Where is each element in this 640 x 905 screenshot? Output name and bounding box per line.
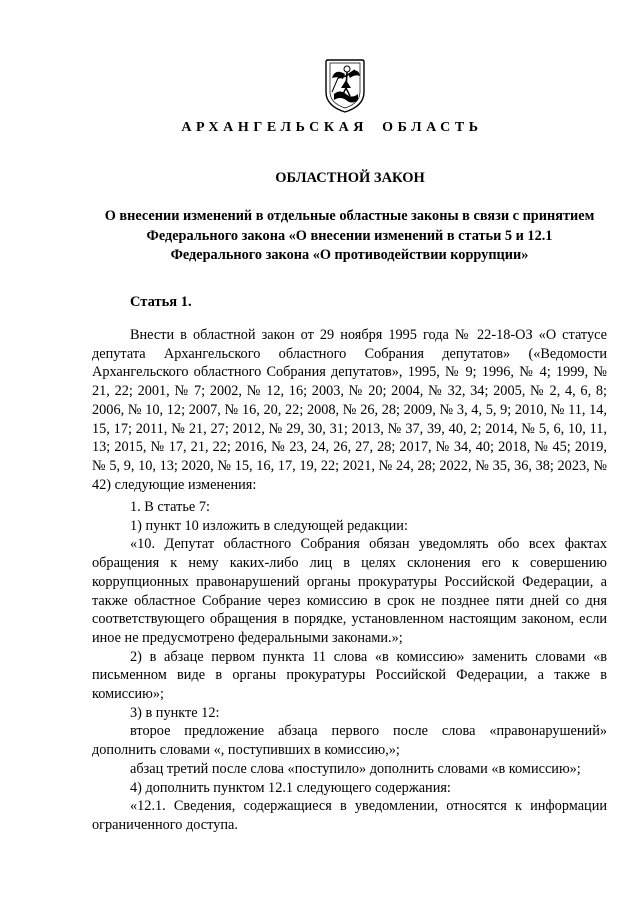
list-item: 2) в абзаце первом пункта 11 слова «в комиссию» заменить словами «в письменном виде в органы прокуратуры Российской Федерации, а также в комиссию»; [92, 648, 607, 703]
list-item: «12.1. Сведения, содержащиеся в уведомлении, относятся к информации ограниченного доступа. [92, 798, 607, 833]
region-name: АРХАНГЕЛЬСКАЯ ОБЛАСТЬ [181, 120, 483, 135]
list-item: 1. В статье 7: [130, 499, 210, 515]
list-item: абзац третий после слова «поступило» дополнить словами «в комиссию»; [130, 760, 581, 777]
article-title: Статья 1. [130, 294, 192, 310]
amendment-list [92, 498, 607, 835]
law-title: О внесении изменений в отдельные областные законы в связи с принятием Федерального закона «О внесении изменений в статьи 5 и 12.1 Федерального закона «О противодействии коррупции» [104, 208, 595, 263]
article-intro: Внести в областной закон от 29 ноября 1995 года № 22-18-ОЗ «О статусе депутата Архангельского областного Собрания депутатов» («Ведомости Архангельского областного Собрания депутатов», 1995, № 9; 1996, № 4; 1999, № 21, 22; 2001, № 7; 2002, № 12, 16; 2003, № 20; 2004, № 32, 34; 2005, № 2, 4, 6, 8; 2006, № 10, 12; 2007, № 16, 20, 22; 2008, № 26, 28; 2009, № 3, 4, 5, 9; 2010, № 11, 14, 15, 17; 2011, № 21, 27; 2012, № 29, 30, 31; 2013, № 37, 39, 40, 2; 2014, № 5, 6, 10, 11, 13; 2015, № 17, 21, 22; 2016, № 23, 24, 26, 27, 28; 2017, № 34, 40; 2018, № 45; 2019, № 5, 9, 10, 13; 2020, № 15, 16, 17, 19, 22; 2021, № 24, 28; 2022, № 35, 36, 38; 2023, № 42) следующие изменения: [92, 327, 607, 493]
list-item: второе предложение абзаца первого после слова «правонарушений» дополнить словами «, поступивших в комиссию,»; [92, 723, 607, 759]
law-type-heading: ОБЛАСТНОЙ ЗАКОН [275, 170, 425, 186]
list-item: 4) дополнить пунктом 12.1 следующего содержания: [130, 779, 451, 796]
list-item: 1) пункт 10 изложить в следующей редакции: [130, 517, 408, 534]
coat-of-arms-icon [322, 58, 368, 114]
list-item: 3) в пункте 12: [130, 704, 220, 721]
list-item: «10. Депутат областного Собрания обязан уведомлять обо всех фактах обращения к нему каких-либо лиц в целях склонения его к совершению коррупционных правонарушений органы прокуратуры Российской Федерации, а также областное Собрание через комиссию в срок не позднее пяти дней со дня соответствующего обращения в порядке, установленном настоящим законом, если иное не предусмотрено федеральными законами.»; [92, 536, 607, 646]
